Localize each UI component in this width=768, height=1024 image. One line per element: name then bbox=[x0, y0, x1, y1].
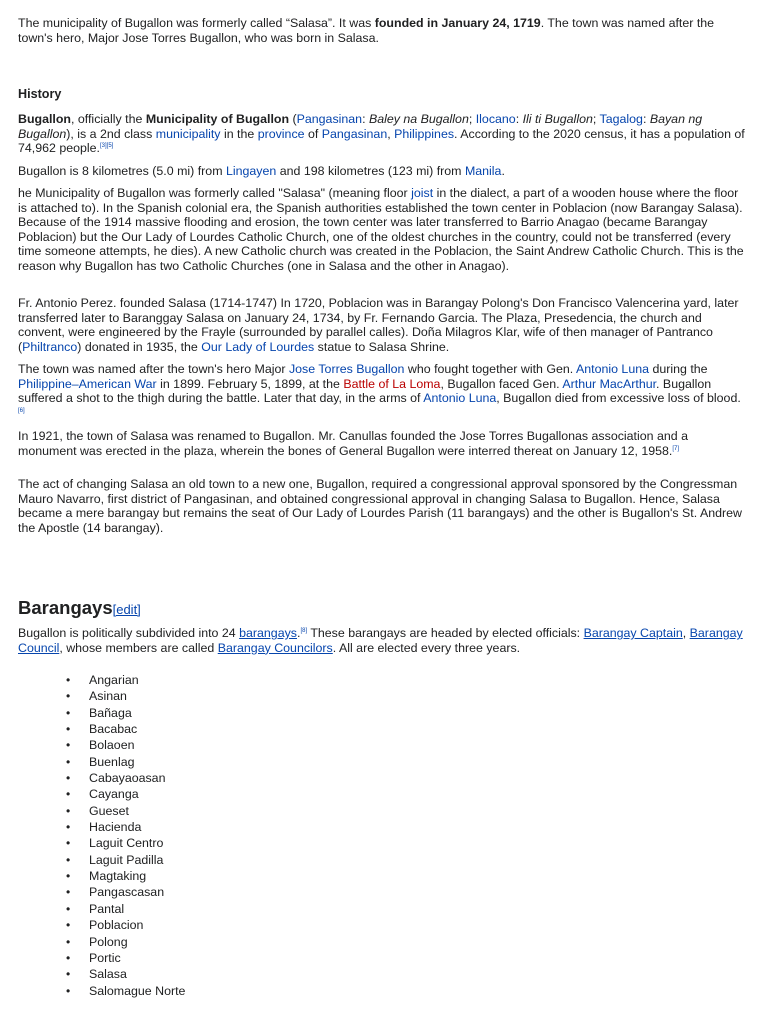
intro-paragraph bbox=[18, 16, 746, 45]
text: . According to the 2020 census, it has a population of 74,962 people. bbox=[18, 126, 745, 156]
founded-date: founded in January 24, 1719 bbox=[374, 16, 541, 30]
list-item: • Poblacion bbox=[66, 917, 185, 933]
list-item: • Bacabac bbox=[66, 721, 185, 737]
link-lingayen[interactable]: Lingayen bbox=[225, 164, 277, 178]
list-item: • Portic bbox=[66, 950, 185, 966]
text: ; bbox=[468, 112, 476, 126]
edit-link[interactable]: [edit] bbox=[112, 602, 141, 617]
text: , Bugallon died from excessive loss of blood. bbox=[496, 391, 741, 406]
link-jose-torres-bugallon[interactable]: Jose Torres Bugallon bbox=[288, 362, 405, 376]
text: ) donated in 1935, the bbox=[77, 339, 202, 354]
text: : bbox=[515, 112, 523, 126]
text: statue to Salasa Shrine. bbox=[314, 339, 450, 354]
official-name: Municipality of Bugallon bbox=[145, 112, 290, 126]
text: during the bbox=[649, 362, 708, 376]
text: : bbox=[642, 112, 650, 126]
barangays-title: Barangays bbox=[18, 597, 113, 618]
citation-ref[interactable]: [7] bbox=[672, 445, 680, 452]
link-antonio-luna[interactable]: Antonio Luna bbox=[575, 362, 649, 376]
link-province[interactable]: province bbox=[257, 126, 305, 141]
text: . bbox=[296, 626, 301, 640]
link-joist[interactable]: joist bbox=[411, 186, 434, 200]
tagalog-name: Bayan ng Bugallon bbox=[18, 112, 703, 141]
intro-text: The municipality of Bugallon was formerly called “Salasa”. It was bbox=[18, 16, 375, 30]
text: of bbox=[304, 126, 322, 141]
text: in the bbox=[220, 126, 258, 141]
list-item: • Pangascasan bbox=[66, 884, 185, 900]
list-item: • Polong bbox=[66, 934, 185, 950]
text: and 198 kilometres (123 mi) from bbox=[276, 164, 465, 178]
history-paragraph-1 bbox=[18, 112, 746, 156]
text: In 1921, the town of Salasa was renamed to Bugallon. Mr. Canullas founded the Jose Torres Bugallonas association and a monument was erected in the plaza, wherein the bones of General Bugallon were interred thereat on January 12, 1958. bbox=[18, 429, 688, 458]
citation-ref[interactable]: [8] bbox=[300, 627, 308, 634]
text: , bbox=[387, 126, 395, 141]
text: he Municipality of Bugallon was formerly called "Salasa" (meaning floor bbox=[18, 186, 412, 200]
link-manila[interactable]: Manila bbox=[464, 164, 502, 178]
list-item: • Bañaga bbox=[66, 705, 185, 721]
list-item: • Cayanga bbox=[66, 786, 185, 802]
link-ilocano[interactable]: Ilocano bbox=[475, 112, 516, 126]
link-philippines[interactable]: Philippines bbox=[394, 126, 455, 141]
list-item: • Salasa bbox=[66, 966, 185, 982]
link-philippine-american-war[interactable]: Philippine–American War bbox=[18, 376, 157, 391]
citation-ref[interactable]: [3][5] bbox=[100, 143, 114, 150]
history-paragraph-6 bbox=[18, 429, 746, 458]
citation-ref[interactable]: [6] bbox=[18, 407, 25, 414]
barangay-list bbox=[66, 672, 185, 999]
town-name: Bugallon bbox=[18, 112, 71, 126]
intro-text-end: . The town was named after the town's hero, Major Jose Torres Bugallon, who was born in Salasa. bbox=[18, 16, 715, 45]
link-our-lady-of-lourdes[interactable]: Our Lady of Lourdes bbox=[201, 339, 315, 354]
text: , bbox=[682, 626, 690, 640]
list-item: • Cabayaoasan bbox=[66, 770, 185, 786]
text: These barangays are headed by elected officials: bbox=[307, 626, 584, 640]
link-barangay-councilors[interactable]: Barangay Councilors bbox=[217, 640, 333, 655]
text: ( bbox=[289, 112, 297, 126]
link-tagalog[interactable]: Tagalog bbox=[599, 112, 643, 126]
text: . bbox=[501, 164, 505, 178]
text: . Bugallon suffered a shot to the thigh during the battle. Later that day, in the arms of bbox=[18, 376, 712, 406]
link-arthur-macarthur[interactable]: Arthur MacArthur bbox=[562, 376, 657, 391]
pangasinan-name: Baley na Bugallon bbox=[368, 112, 469, 126]
text: , whose members are called bbox=[59, 640, 218, 655]
history-paragraph-4 bbox=[18, 296, 746, 354]
list-item: • Laguit Centro bbox=[66, 835, 185, 851]
barangays-intro bbox=[18, 626, 746, 655]
list-item: • Asinan bbox=[66, 688, 185, 704]
history-paragraph-3 bbox=[18, 186, 746, 274]
link-barangay-council[interactable]: Barangay Council bbox=[18, 626, 743, 655]
history-heading: History bbox=[18, 87, 62, 101]
list-item: • Buenlag bbox=[66, 754, 185, 770]
text: in 1899. February 5, 1899, at the bbox=[156, 376, 344, 391]
link-pangasinan-language[interactable]: Pangasinan bbox=[296, 112, 363, 126]
text: in the dialect, a part of a wooden house where the floor is attached to). In the Spanish colonial era, the Spanish authorities established the town center in Poblacion (now Barangay Salasa). Because of the 1914 massive flooding and erosion, the town center was later transferred to Barrio Anagao (became Barangay Poblacion) but the Our Lady of Lourdes Catholic Church, one of the oldest churches in the country, could not be transferred (every time someone attempts, he dies). A new Catholic church was created in the Poblacion, the Saint Andrew Catholic Church. This is the reason why Bugallon has two Catholic Churches (one in Salasa and the other in Anagao). bbox=[18, 186, 744, 273]
list-item: • Magtaking bbox=[66, 868, 185, 884]
list-item: • Hacienda bbox=[66, 819, 185, 835]
history-paragraph-7: The act of changing Salasa an old town to a new one, Bugallon, required a congressional approval sponsored by the Congressman Mauro Navarro, first district of Pangasinan, and obtained congressional approval in changing Salasa to Bugallon. Hence, Salasa became a mere barangay but remains the seat of Our Lady of Lourdes Parish (11 barangays) and the other is Bugallon's St. Andrew the Apostle (14 barangay). bbox=[18, 477, 742, 535]
link-municipality[interactable]: municipality bbox=[155, 126, 221, 141]
link-barangay-captain[interactable]: Barangay Captain bbox=[583, 626, 683, 640]
link-barangays[interactable]: barangays bbox=[239, 626, 297, 640]
text: Fr. Antonio Perez. founded Salasa (1714-1747) In 1720, Poblacion was in Barangay Polong's Don Francisco Valencerina yard, later transferred later to Baranggay Salasa on January 24, 1734, by Fr. Fernando Garcia. The Plaza, Presedencia, the church and convent, were engineered by the Frayle (surrounded by parallel calles). Doña Milagros Klar, wife of then manager of Pantranco ( bbox=[18, 296, 739, 354]
text: . All are elected every three years. bbox=[332, 640, 521, 655]
ilocano-name: Ili ti Bugallon bbox=[522, 112, 593, 126]
text: ; bbox=[592, 112, 600, 126]
list-item: • Gueset bbox=[66, 803, 185, 819]
list-item: • Laguit Padilla bbox=[66, 852, 185, 868]
link-philtranco[interactable]: Philtranco bbox=[22, 339, 78, 354]
text: The town was named after the town's hero Major bbox=[18, 362, 289, 376]
barangays-heading bbox=[18, 597, 746, 621]
text: : bbox=[362, 112, 369, 126]
list-item: • Angarian bbox=[66, 672, 185, 688]
link-antonio-luna-2[interactable]: Antonio Luna bbox=[423, 391, 497, 406]
link-pangasinan[interactable]: Pangasinan bbox=[321, 126, 388, 141]
history-paragraph-5 bbox=[18, 362, 746, 420]
text: Bugallon is politically subdivided into 24 bbox=[18, 626, 240, 640]
list-item: • Bolaoen bbox=[66, 737, 185, 753]
link-battle-of-la-loma[interactable]: Battle of La Loma bbox=[343, 376, 441, 391]
text: , Bugallon faced Gen. bbox=[440, 376, 563, 391]
text: ), is a 2nd class bbox=[66, 126, 156, 141]
list-item: • Pantal bbox=[66, 901, 185, 917]
history-paragraph-2 bbox=[18, 164, 746, 179]
text: who fought together with Gen. bbox=[404, 362, 576, 376]
text: , officially the bbox=[71, 112, 146, 126]
text: Bugallon is 8 kilometres (5.0 mi) from bbox=[18, 164, 226, 178]
list-item: • Salomague Norte bbox=[66, 983, 185, 999]
